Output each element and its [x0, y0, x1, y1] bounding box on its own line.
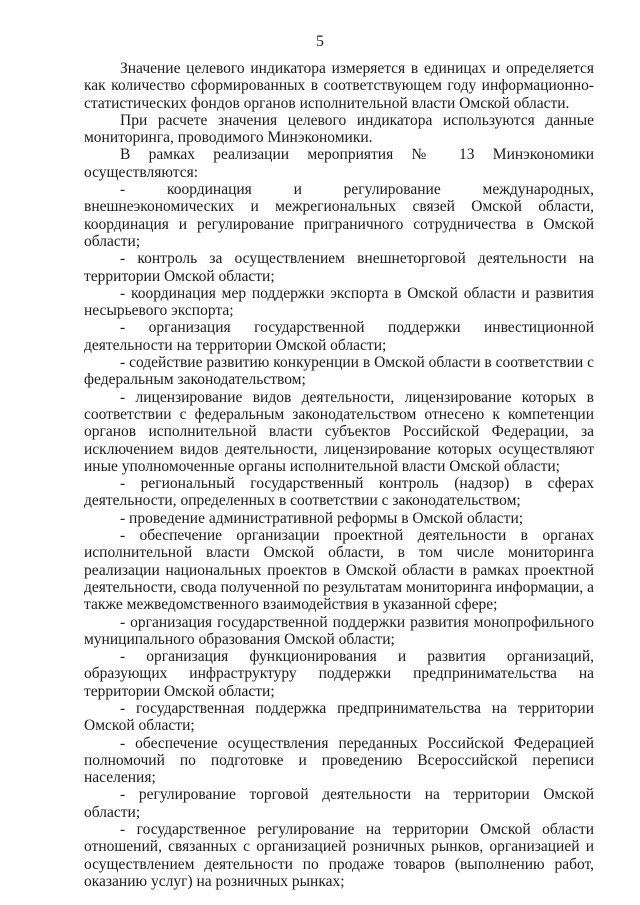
list-item: - организация государственной поддержки развития монопрофильного муниципального образования Омской области; [84, 613, 594, 648]
list-item: - обеспечение организации проектной деятельности в органах исполнительной власти Омской области, в том числе мониторинга реализации национальных проектов в Омской области в рамках проектной деятельности, свода полученной по результатам мониторинга информации, а также межведомственного взаимодействия в указанной сфере; [84, 527, 594, 614]
list-item: - содействие развитию конкуренции в Омской области в соответствии с федеральным законодательством; [84, 354, 594, 389]
list-item: - контроль за осуществлением внешнеторговой деятельности на территории Омской области; [84, 250, 594, 285]
list-item: - координация и регулирование международных, внешнеэкономических и межрегиональных связей Омской области, координация и регулирование приграничного сотрудничества в Омской области; [84, 181, 594, 250]
page-number: 5 [316, 33, 324, 50]
list-item: - государственная поддержка предпринимательства на территории Омской области; [84, 699, 594, 735]
list-item: - организация государственной поддержки инвестиционной деятельности на территории Омской области; [84, 319, 594, 354]
paragraph-measure-intro: В рамках реализации мероприятия № 13 Минэкономики осуществляются: [84, 146, 594, 181]
list-item: - организация функционирования и развития организаций, образующих инфраструктуру поддержки предпринимательства на территории Омской области; [84, 648, 594, 700]
list-item: - обеспечение осуществления переданных Российской Федерацией полномочий по подготовке и проведению Всероссийской переписи населения; [84, 734, 594, 787]
document-body [84, 60, 594, 890]
list-item: - лицензирование видов деятельности, лицензирование которых в соответствии с федеральным законодательством отнесено к компетенции органов исполнительной власти субъектов Российской Федерации, за исключением видов деятельности, лицензирование которых осуществляют иные уполномоченные органы исполнительной власти Омской области; [84, 388, 594, 475]
list-item: - региональный государственный контроль (надзор) в сферах деятельности, определенных в соответствии с законодательством; [84, 475, 594, 510]
list-item: - государственное регулирование на территории Омской области отношений, связанных с организацией розничных рынков, организацией и осуществлением деятельности по продаже товаров (выполнению работ, оказанию услуг) на розничных рынках; [84, 821, 594, 890]
list-item: - координация мер поддержки экспорта в Омской области и развития несырьевого экспорта; [84, 284, 594, 320]
paragraph-indicator-definition: Значение целевого индикатора измеряется в единицах и определяется как количество сформированных в соответствующем году информационно-статистических фондов органов исполнительной власти Омской области. [84, 60, 594, 112]
list-item: - проведение административной реформы в Омской области; [120, 509, 524, 527]
list-item: - регулирование торговой деятельности на территории Омской области; [84, 786, 594, 821]
paragraph-indicator-calculation: При расчете значения целевого индикатора используются данные мониторинга, проводимого Минэкономики. [84, 111, 594, 147]
